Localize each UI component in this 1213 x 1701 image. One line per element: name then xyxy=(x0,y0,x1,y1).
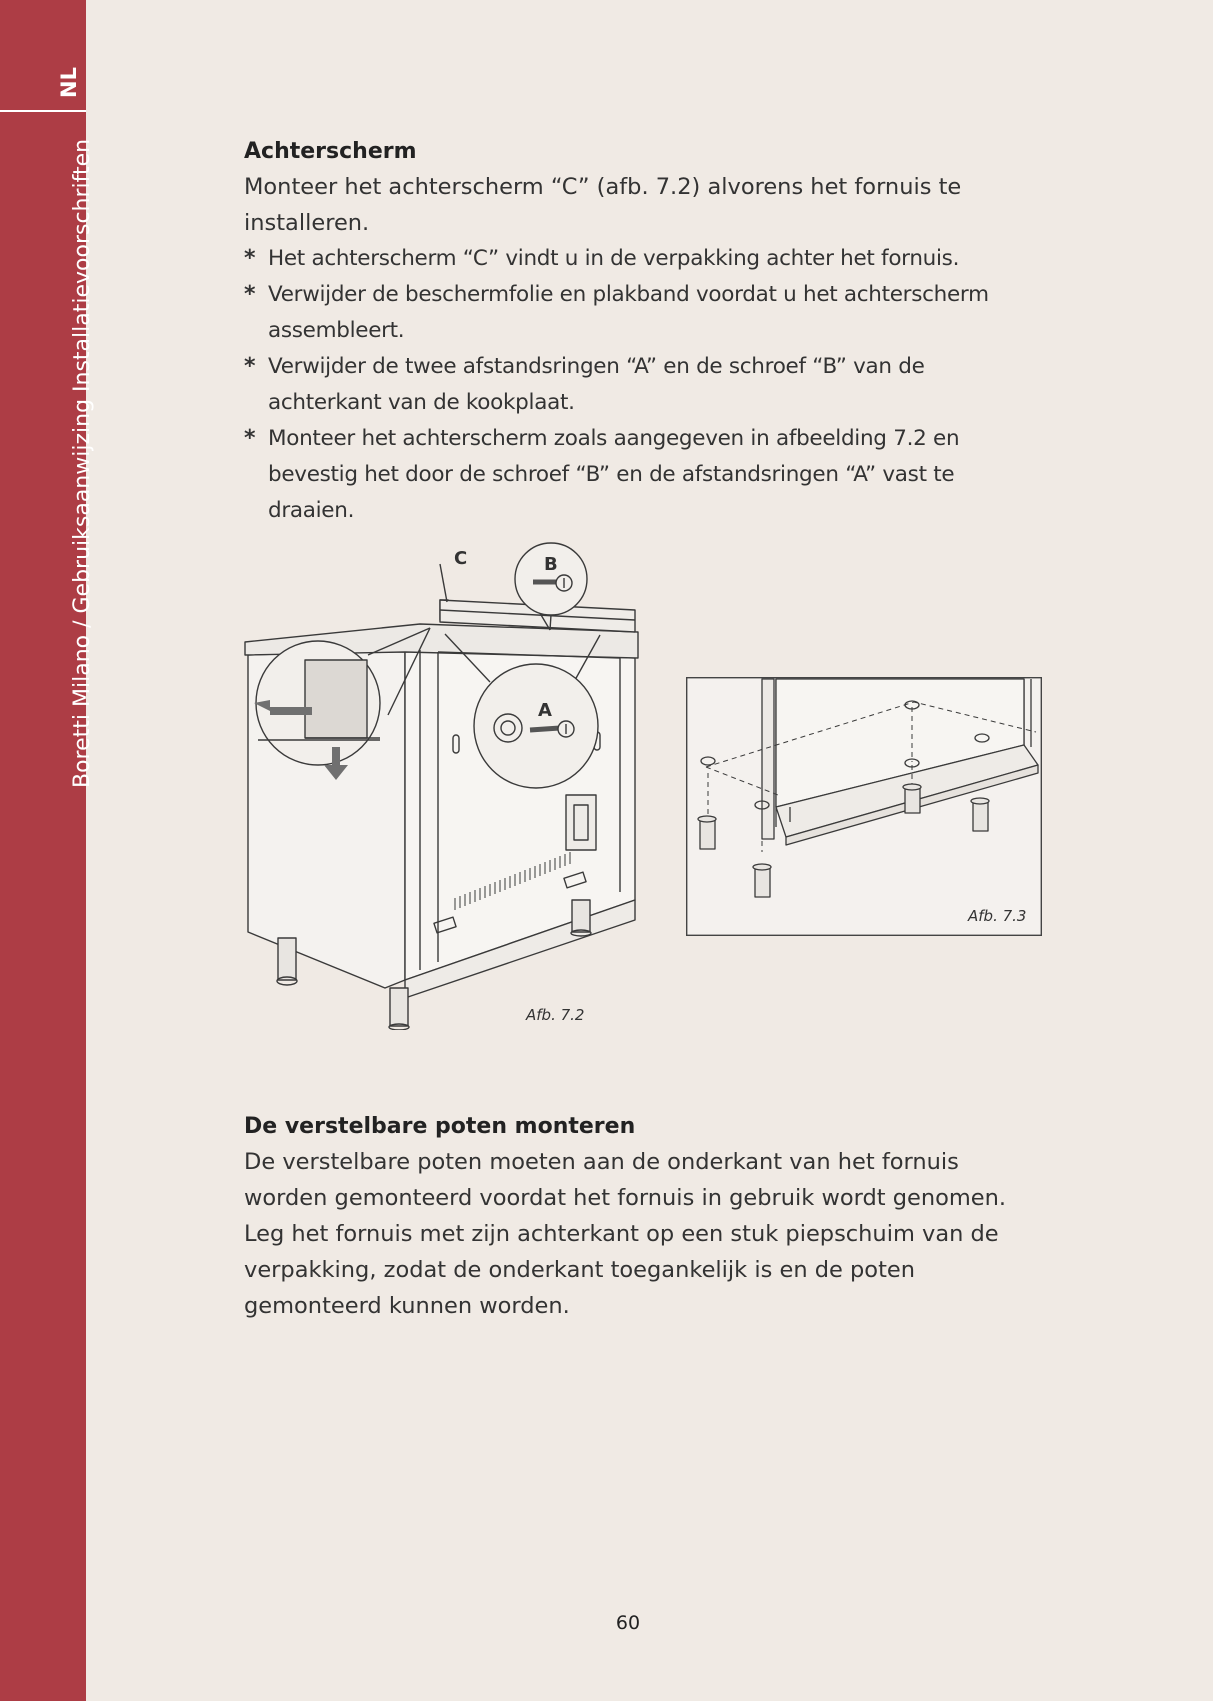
sidebar-title: Boretti Milano / Gebruiksaanwijzing Installatievoorschriften xyxy=(70,138,95,788)
language-label: NL xyxy=(57,67,81,98)
language-tab xyxy=(0,20,86,108)
section-intro: Monteer het achterscherm “C” (afb. 7.2) alvorens het fornuis te installeren. xyxy=(244,174,962,236)
list-item-text: Het achterscherm “C” vindt u in de verpakking achter het fornuis. xyxy=(268,246,960,271)
section-heading: De verstelbare poten monteren xyxy=(244,1114,636,1139)
figure-caption: Afb. 7.2 xyxy=(526,1006,585,1024)
figure-7-3-illustration xyxy=(686,677,1042,936)
bullet-star-icon: * xyxy=(244,246,256,271)
list-item xyxy=(244,241,1044,277)
instruction-list xyxy=(244,241,1044,529)
page-number: 60 xyxy=(615,1612,641,1634)
bullet-star-icon: * xyxy=(244,354,256,379)
list-item xyxy=(244,277,1044,349)
bullet-star-icon: * xyxy=(244,426,256,451)
label-b: B xyxy=(544,554,558,575)
list-item-text: Verwijder de twee afstandsringen “A” en de schroef “B” van de achterkant van de kookplaat. xyxy=(268,354,925,415)
figure-7-2-illustration xyxy=(240,540,640,1030)
sidebar xyxy=(0,0,95,1701)
list-item-text: Monteer het achterscherm zoals aangegeven in afbeelding 7.2 en bevestig het door de schroef “B” en de afstandsringen “A” vast te draaien. xyxy=(268,426,960,523)
sidebar-divider xyxy=(0,110,86,112)
section-achterscherm xyxy=(244,135,1044,529)
section-paragraph: Leg het fornuis met zijn achterkant op een stuk piepschuim van de verpakking, zodat de onderkant toegankelijk is en de poten gemonteerd kunnen worden. xyxy=(244,1221,999,1319)
section-paragraph: De verstelbare poten moeten aan de onderkant van het fornuis worden gemonteerd voordat het fornuis in gebruik wordt genomen. xyxy=(244,1149,1007,1211)
bullet-star-icon: * xyxy=(244,282,256,307)
list-item xyxy=(244,349,1044,421)
list-item xyxy=(244,421,1044,529)
label-c: C xyxy=(454,548,468,569)
figure-caption: Afb. 7.3 xyxy=(968,907,1027,925)
section-heading: Achterscherm xyxy=(244,139,417,164)
label-a: A xyxy=(538,700,552,721)
section-poten-monteren xyxy=(244,1110,1044,1324)
list-item-text: Verwijder de beschermfolie en plakband voordat u het achterscherm assembleert. xyxy=(268,282,989,343)
